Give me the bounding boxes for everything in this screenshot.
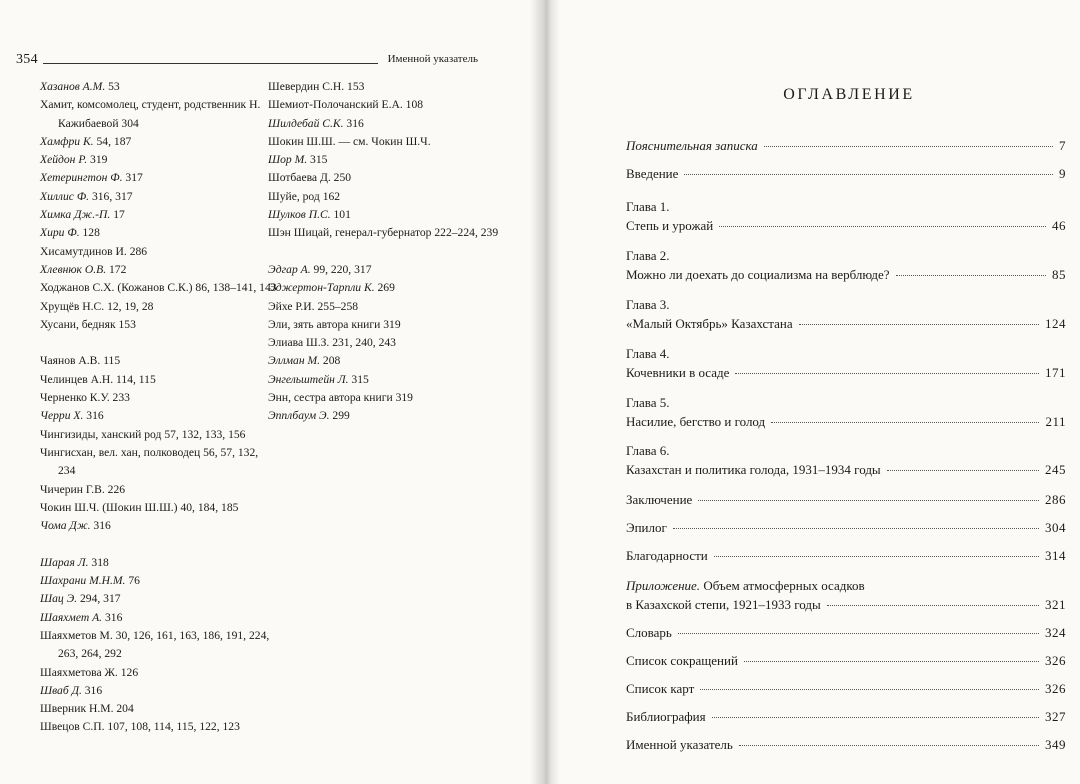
toc-leader-dots: [678, 633, 1039, 634]
index-entry-pages: 153: [115, 317, 136, 331]
index-entry-pages: 12, 19, 28: [104, 299, 154, 313]
index-entry-name: Хусани, бедняк: [40, 317, 116, 331]
toc-page-number: 326: [1045, 681, 1066, 696]
index-entry-pages: 204: [113, 702, 134, 716]
toc-page-number: 304: [1045, 520, 1066, 535]
index-entry-pages: 286: [126, 244, 148, 258]
index-entry-pages: 231, 240, 243: [329, 336, 396, 350]
index-entry-name: Эджертон-Тарпли К.: [268, 281, 375, 295]
toc-line: [626, 546, 1066, 565]
index-entry-pages: 54, 187: [93, 134, 132, 148]
toc-entry: [626, 623, 1066, 642]
toc-line: [626, 518, 1066, 537]
toc-line: [626, 735, 1066, 754]
index-entry: [40, 682, 278, 700]
toc-entry: [626, 246, 1066, 284]
index-entry: [40, 718, 278, 736]
index-entry-name: Хисамутдинов И.: [40, 244, 127, 258]
index-entry: [40, 133, 278, 151]
toc-entry-title: Введение: [626, 166, 679, 181]
toc-line: [626, 651, 1066, 670]
toc-leader-dots: [771, 422, 1039, 423]
index-entry-name: Чаянов А.В.: [40, 354, 101, 368]
index-entry-pages: 40, 184, 185: [177, 500, 239, 514]
index-entry-name: Хлевнюк О.В.: [40, 262, 107, 276]
index-entry: [40, 224, 278, 242]
index-entry-name: Химка Дж.-П.: [40, 208, 111, 222]
index-entry-pages: 316: [90, 519, 111, 533]
index-letter-gap: [268, 243, 500, 261]
index-entry: [40, 352, 278, 370]
index-entry-name: Хетерингтон Ф.: [40, 171, 123, 185]
index-entry-pages: 30, 126, 161, 163, 186, 191, 224, 263, 264, 292: [58, 628, 270, 661]
index-entry-pages: 316, 317: [89, 189, 133, 203]
toc-entry-title: Можно ли доехать до социализма на верблюде?: [626, 267, 890, 282]
toc-leader-dots: [799, 324, 1039, 325]
toc-leader-dots: [744, 661, 1039, 662]
toc-leader-dots: [700, 689, 1039, 690]
index-entry-name: Шокин Ш.Ш. — см. Чокин Ш.Ч.: [268, 134, 431, 148]
index-entry-name: Хири Ф.: [40, 226, 80, 240]
index-entry: [40, 279, 278, 297]
toc-page-number: 349: [1045, 737, 1066, 752]
index-entry: [40, 298, 278, 316]
toc-entry: [626, 707, 1066, 726]
toc-entry-title: Пояснительная записка: [626, 138, 758, 153]
index-entry-pages: 115: [100, 354, 121, 368]
index-column-2: [268, 78, 500, 426]
index-entry-name: Шемиот-Полочанский Е.А.: [268, 98, 403, 112]
index-entry: [40, 572, 278, 590]
index-entry: [268, 133, 500, 151]
index-entry: [40, 444, 278, 481]
index-letter-gap: [40, 535, 278, 553]
index-entry: [40, 261, 278, 279]
index-entry-name: Шевердин С.Н.: [268, 80, 345, 93]
header-rule: [43, 63, 378, 64]
index-entry-name: Черненко К.У.: [40, 391, 110, 405]
toc-entry: [626, 164, 1066, 183]
toc-page-number: 327: [1045, 709, 1066, 724]
toc-page-number: 85: [1052, 267, 1066, 282]
index-entry: [40, 554, 278, 572]
toc-entry: [626, 546, 1066, 565]
index-entry-pages: 316: [81, 683, 103, 697]
toc-line: [626, 707, 1066, 726]
toc-entry-title: Казахстан и политика голода, 1931–1934 годы: [626, 462, 881, 477]
index-entry-name: Эллман М.: [268, 354, 321, 368]
index-entry-name: Шилдебай С.К.: [268, 116, 344, 130]
toc-entry-title: Кочевники в осаде: [626, 365, 730, 380]
index-entry-name: Шверник Н.М.: [40, 702, 114, 716]
toc-entry-title: Насилие, бегство и голод: [626, 414, 766, 429]
index-entry: [40, 499, 278, 517]
toc-entry: [626, 651, 1066, 670]
index-entry-name: Шаяхмет А.: [40, 610, 103, 624]
index-entry-name: Ходжанов С.Х. (Кожанов С.К.): [40, 281, 193, 295]
index-entry-pages: 304: [118, 116, 139, 130]
toc-leader-dots: [673, 528, 1039, 529]
toc-entry-title: в Казахской степи, 1921–1933 годы: [626, 597, 821, 612]
toc-chapter-label: Глава 5.: [626, 395, 670, 410]
toc-chapter-label: Глава 1.: [626, 199, 670, 214]
index-entry: [268, 115, 500, 133]
toc-leader-dots: [735, 373, 1039, 374]
index-entry-pages: 172: [106, 262, 127, 276]
index-entry-name: Шотбаева Д.: [268, 171, 331, 185]
index-entry: [268, 352, 500, 370]
index-entry-pages: 269: [374, 281, 395, 295]
index-entry-name: Черри Х.: [40, 409, 84, 423]
index-entry: [268, 261, 500, 279]
toc-line: [626, 216, 1066, 235]
index-entry: [268, 334, 500, 352]
index-entry-name: Эйхе Р.И.: [268, 299, 315, 313]
index-entry: [40, 627, 278, 664]
running-head: [16, 52, 478, 68]
index-entry: [40, 590, 278, 608]
index-entry: [268, 188, 500, 206]
table-of-contents: [626, 136, 1066, 754]
index-entry-name: Хазанов А.М.: [40, 80, 106, 93]
index-entry: [40, 481, 278, 499]
index-entry-pages: 153: [344, 80, 365, 93]
toc-line: [626, 164, 1066, 183]
index-entry-name: Чингизиды, ханский род: [40, 427, 162, 441]
page-number: 354: [16, 52, 38, 67]
index-entry: [40, 169, 278, 187]
toc-entry: [626, 518, 1066, 537]
toc-leader-dots: [698, 500, 1039, 501]
index-entry-name: Эпплбаум Э.: [268, 409, 330, 423]
index-entry: [268, 298, 500, 316]
index-entry-name: Эли, зять автора книги: [268, 317, 381, 331]
index-entry: [40, 243, 278, 261]
index-entry-pages: 226: [104, 482, 126, 496]
index-entry-pages: 162: [319, 189, 341, 203]
index-entry-name: Шаяхметова Ж.: [40, 665, 118, 679]
toc-leader-dots: [714, 556, 1039, 557]
index-entry-name: Энгельштейн Л.: [268, 372, 349, 386]
index-entry-name: Чокин Ш.Ч. (Шокин Ш.Ш.): [40, 500, 178, 514]
section-title: Именной указатель: [387, 53, 478, 65]
toc-entry: [626, 735, 1066, 754]
index-entry: [40, 609, 278, 627]
toc-label-rest: Объем атмосферных осадков: [700, 578, 865, 593]
toc-page-number: 245: [1045, 462, 1066, 477]
index-entry-name: Эдгар А.: [268, 262, 311, 276]
index-entry-name: Челинцев А.Н.: [40, 372, 114, 386]
toc-entry: [626, 441, 1066, 479]
index-entry-name: Чичерин Г.В.: [40, 482, 105, 496]
toc-line: [626, 314, 1066, 333]
index-entry-name: Хиллис Ф.: [40, 189, 90, 203]
index-entry-pages: 86, 138–141, 143: [192, 281, 277, 295]
index-entry-name: Швецов С.П.: [40, 720, 105, 734]
toc-line: [626, 363, 1066, 382]
index-entry-pages: 17: [110, 208, 125, 222]
toc-entry-title: «Малый Октябрь» Казахстана: [626, 316, 793, 331]
index-entry-name: Шарая Л.: [40, 555, 89, 569]
toc-leader-dots: [887, 470, 1039, 471]
toc-entry: [626, 576, 1066, 614]
index-entry-pages: 108: [402, 98, 424, 112]
toc-chapter-label: Глава 6.: [626, 443, 670, 458]
index-entry: [40, 188, 278, 206]
index-entry: [40, 371, 278, 389]
index-entry-pages: 294, 317: [77, 592, 121, 606]
toc-entry-title: Библиография: [626, 709, 706, 724]
toc-entry: [626, 136, 1066, 155]
toc-page-number: 326: [1045, 653, 1066, 668]
toc-line: [626, 679, 1066, 698]
index-entry-name: Хамит, комсомолец, студент, родственник Н. Кажибаевой: [40, 98, 261, 130]
index-entry-pages: 316: [83, 409, 104, 423]
toc-leader-dots: [896, 275, 1046, 276]
index-entry: [40, 206, 278, 224]
index-entry-name: Хрущёв Н.С.: [40, 299, 105, 313]
index-entry-name: Шулков П.С.: [268, 208, 331, 222]
index-entry-pages: 128: [79, 226, 100, 240]
index-entry: [268, 151, 500, 169]
index-entry-pages: 315: [307, 153, 328, 167]
index-entry-pages: 76: [125, 574, 140, 588]
toc-chapter-label: Глава 2.: [626, 248, 670, 263]
toc-leader-dots: [712, 717, 1039, 718]
index-entry-name: Шор М.: [268, 153, 308, 167]
index-entry-name: Шэн Шицай, генерал-губернатор: [268, 226, 432, 240]
toc-appendix-label: [626, 576, 1066, 595]
toc-entry-title: Словарь: [626, 625, 672, 640]
index-column-1: [40, 78, 278, 737]
toc-page-number: 124: [1045, 316, 1066, 331]
index-entry-name: Шаяхметов М.: [40, 628, 113, 642]
index-entry: [40, 316, 278, 334]
index-entry-name: Элиава Ш.З.: [268, 336, 330, 350]
index-letter-gap: [40, 334, 278, 352]
index-entry-name: Шваб Д.: [40, 683, 82, 697]
toc-entry-title: Заключение: [626, 492, 693, 507]
toc-page-number: 286: [1045, 492, 1066, 507]
right-page: [548, 0, 1080, 784]
index-entry-pages: 319: [87, 153, 108, 167]
index-entry-pages: 316: [343, 116, 364, 130]
index-entry-name: Шахрани М.Н.М.: [40, 574, 126, 588]
book-gutter: [530, 0, 560, 784]
index-entry-pages: 233: [109, 391, 130, 405]
toc-entry-title: Список карт: [626, 681, 695, 696]
toc-line: [626, 623, 1066, 642]
index-entry: [40, 407, 278, 425]
toc-leader-dots: [684, 174, 1053, 175]
toc-entry: [626, 490, 1066, 509]
toc-entry-title: Именной указатель: [626, 737, 733, 752]
index-entry-name: Чингисхан, вел. хан, полководец: [40, 445, 201, 459]
index-entry-pages: 299: [329, 409, 350, 423]
index-entry: [40, 389, 278, 407]
index-entry: [268, 407, 500, 425]
index-entry-pages: 315: [348, 372, 369, 386]
toc-leader-dots: [739, 745, 1039, 746]
index-entry-pages: 316: [102, 610, 123, 624]
index-entry-pages: 53: [105, 80, 120, 93]
index-entry-name: Шуйе, род: [268, 189, 320, 203]
toc-entry: [626, 393, 1066, 431]
toc-entry: [626, 344, 1066, 382]
index-entry: [40, 426, 278, 444]
toc-page-number: 314: [1045, 548, 1066, 563]
index-entry: [268, 316, 500, 334]
index-entry-pages: 318: [88, 555, 109, 569]
toc-page-number: 321: [1045, 597, 1066, 612]
index-entry-name: Чома Дж.: [40, 519, 91, 533]
toc-page-number: 46: [1052, 218, 1066, 233]
index-entry-pages: 99, 220, 317: [310, 262, 372, 276]
index-entry-pages: 319: [392, 391, 413, 405]
toc-entry-title: Степь и урожай: [626, 218, 714, 233]
toc-line: [626, 460, 1066, 479]
index-entry: [268, 224, 500, 242]
index-entry: [268, 78, 500, 96]
toc-entry: [626, 679, 1066, 698]
toc-page-number: 171: [1045, 365, 1066, 380]
toc-line: [626, 595, 1066, 614]
index-entry-pages: 114, 115: [113, 372, 156, 386]
index-entry: [40, 517, 278, 535]
index-entry-pages: 57, 132, 133, 156: [161, 427, 246, 441]
toc-line: [626, 136, 1066, 155]
index-entry: [268, 96, 500, 114]
index-entry: [40, 96, 278, 133]
index-entry-name: Хейдон Р.: [40, 153, 88, 167]
index-entry-pages: 222–224, 239: [431, 226, 499, 240]
toc-label-italic: Приложение.: [626, 578, 701, 593]
index-entry-pages: 107, 108, 114, 115, 122, 123: [104, 720, 240, 734]
index-entry-pages: 317: [122, 171, 143, 185]
toc-entry-title: Эпилог: [626, 520, 667, 535]
index-entry-name: Энн, сестра автора книги: [268, 391, 393, 405]
toc-entry-title: Благодарности: [626, 548, 708, 563]
toc-line: [626, 412, 1066, 431]
index-entry-pages: 101: [330, 208, 351, 222]
toc-line: [626, 490, 1066, 509]
index-entry: [40, 664, 278, 682]
toc-title: ОГЛАВЛЕНИЕ: [783, 86, 915, 103]
index-entry: [40, 700, 278, 718]
index-entry-pages: 56, 57, 132, 234: [58, 445, 259, 478]
index-entry-pages: 126: [117, 665, 139, 679]
toc-leader-dots: [764, 146, 1053, 147]
index-entry-pages: 255–258: [314, 299, 359, 313]
toc-leader-dots: [827, 605, 1039, 606]
index-entry: [268, 169, 500, 187]
toc-chapter-label: Глава 4.: [626, 346, 670, 361]
index-entry: [40, 78, 278, 96]
toc-chapter-label: Глава 3.: [626, 297, 670, 312]
index-entry: [268, 371, 500, 389]
toc-page-number: 211: [1045, 414, 1066, 429]
index-entry: [268, 279, 500, 297]
toc-entry: [626, 295, 1066, 333]
index-entry-pages: 208: [320, 354, 341, 368]
index-entry-pages: 250: [330, 171, 352, 185]
index-entry-name: Шац Э.: [40, 592, 78, 606]
index-entry-pages: 319: [380, 317, 401, 331]
toc-line: [626, 265, 1066, 284]
toc-page-number: 7: [1059, 138, 1066, 153]
toc-page-number: 324: [1045, 625, 1066, 640]
index-entry: [40, 151, 278, 169]
toc-entry-title: Список сокращений: [626, 653, 738, 668]
index-entry: [268, 389, 500, 407]
index-entry-name: Хамфри К.: [40, 134, 94, 148]
toc-entry: [626, 197, 1066, 235]
toc-page-number: 9: [1059, 166, 1066, 181]
index-entry: [268, 206, 500, 224]
toc-leader-dots: [719, 226, 1046, 227]
